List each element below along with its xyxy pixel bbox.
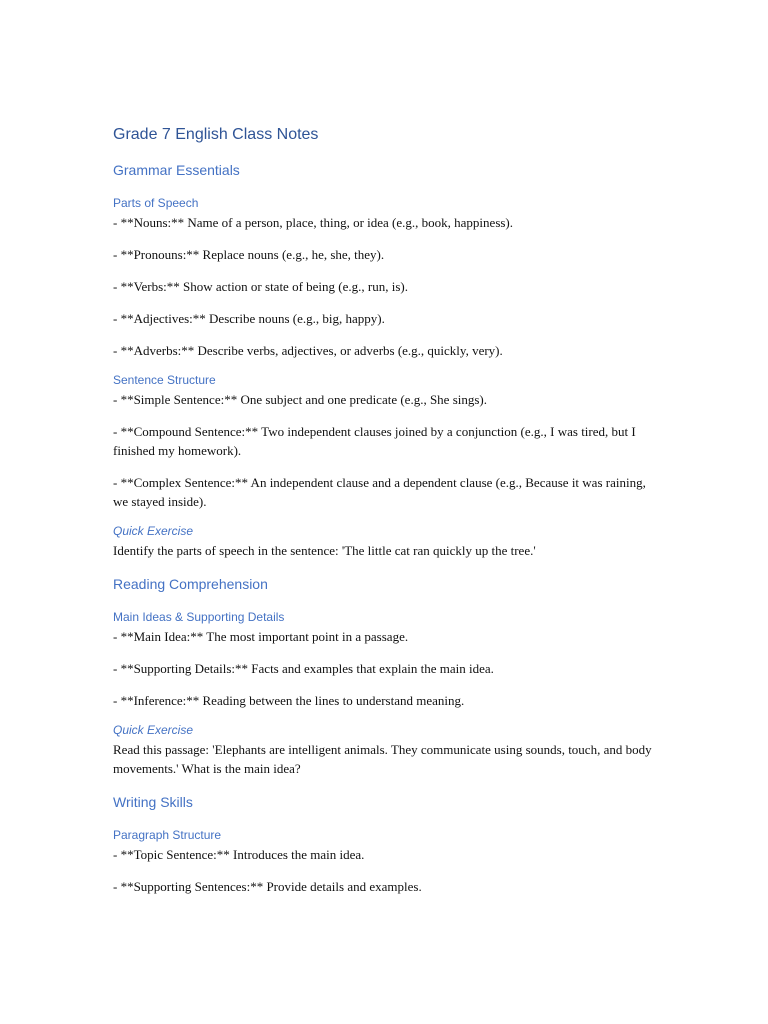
section-writing-skills bbox=[113, 792, 658, 896]
section-heading: Writing Skills bbox=[113, 794, 193, 810]
paragraph: - **Main Idea:** The most important point in a passage. bbox=[113, 629, 409, 644]
section-heading: Grammar Essentials bbox=[113, 162, 240, 178]
paragraph: Read this passage: 'Elephants are intelligent animals. They communicate using sounds, touch, and body movements.' What is the main idea? bbox=[113, 742, 652, 776]
exercise-heading: Quick Exercise bbox=[113, 723, 194, 737]
paragraph: - **Inference:** Reading between the lines to understand meaning. bbox=[113, 693, 465, 708]
paragraph: - **Adjectives:** Describe nouns (e.g., big, happy). bbox=[113, 311, 385, 326]
subsection-heading: Parts of Speech bbox=[113, 196, 199, 210]
paragraph: - **Supporting Sentences:** Provide details and examples. bbox=[113, 879, 422, 894]
section-reading-comprehension bbox=[113, 574, 658, 778]
subsection-heading: Paragraph Structure bbox=[113, 828, 222, 842]
paragraph: - **Compound Sentence:** Two independent clauses joined by a conjunction (e.g., I was tired, but I finished my homework). bbox=[113, 424, 636, 458]
document-title: Grade 7 English Class Notes bbox=[113, 126, 319, 143]
section-heading: Reading Comprehension bbox=[113, 576, 268, 592]
paragraph: - **Simple Sentence:** One subject and one predicate (e.g., She sings). bbox=[113, 392, 488, 407]
subsection-heading: Sentence Structure bbox=[113, 373, 216, 387]
paragraph: - **Pronouns:** Replace nouns (e.g., he, she, they). bbox=[113, 247, 385, 262]
paragraph: - **Topic Sentence:** Introduces the main idea. bbox=[113, 847, 365, 862]
paragraph: - **Nouns:** Name of a person, place, thing, or idea (e.g., book, happiness). bbox=[113, 215, 514, 230]
paragraph: - **Supporting Details:** Facts and examples that explain the main idea. bbox=[113, 661, 494, 676]
paragraph: Identify the parts of speech in the sentence: 'The little cat ran quickly up the tree.' bbox=[113, 543, 536, 558]
section-grammar-essentials bbox=[113, 160, 658, 560]
document-page bbox=[113, 124, 658, 909]
paragraph: - **Verbs:** Show action or state of being (e.g., run, is). bbox=[113, 279, 408, 294]
exercise-heading: Quick Exercise bbox=[113, 524, 194, 538]
paragraph: - **Adverbs:** Describe verbs, adjectives, or adverbs (e.g., quickly, very). bbox=[113, 343, 503, 358]
subsection-heading: Main Ideas & Supporting Details bbox=[113, 610, 285, 624]
paragraph: - **Complex Sentence:** An independent clause and a dependent clause (e.g., Because it was raining, we stayed inside). bbox=[113, 475, 646, 509]
